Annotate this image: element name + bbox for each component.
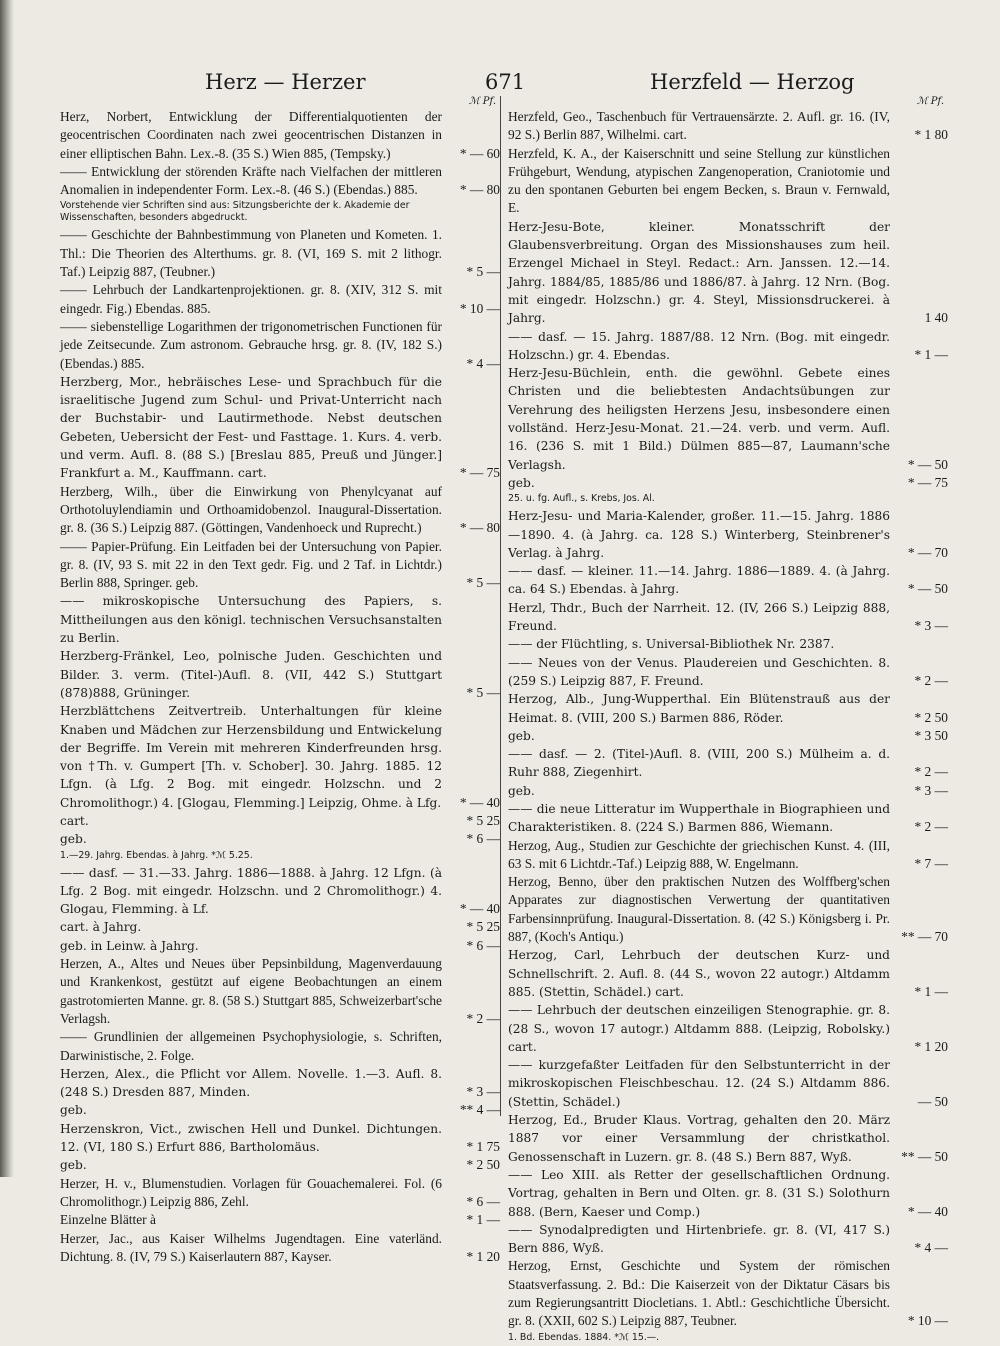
catalog-entry xyxy=(508,800,948,837)
catalog-entry xyxy=(60,592,500,647)
entry-text: —— dasf. — 15. Jahrg. 1887/88. 12 Nrn. (Bog. mit eingedr. Holzschn.) gr. 4. Ebendas. xyxy=(508,329,890,362)
catalog-entry xyxy=(508,1221,948,1258)
entry-text: —— Geschichte der Bahnbestimmung von Planeten und Kometen. 1. Thl.: Die Theorien des Alterthums. gr. 8. (VI, 169 S. mit 2 lithogr. Taf.) Leipzig 887, (Teubner.) xyxy=(60,227,442,280)
entry-text: —— Synodalpredigten und Hirtenbriefe. gr. 8. (VI, 417 S.) Bern 886, Wyß. xyxy=(508,1222,890,1256)
entry-footnote: 1. Bd. Ebendas. 1884. *ℳ 15.—. xyxy=(508,1331,660,1343)
entry-price: * 5 — xyxy=(466,575,500,591)
entry-price: * 1 75 * 2 50 xyxy=(466,1139,500,1173)
catalog-entry xyxy=(60,318,500,373)
catalog-entry xyxy=(508,108,948,145)
catalog-entry xyxy=(508,599,948,636)
catalog-entry xyxy=(508,635,948,653)
entry-price: 1 40 xyxy=(924,310,948,326)
entry-price: * — 50 * — 75 xyxy=(907,456,948,490)
entry-price: * 5 — xyxy=(466,264,500,280)
entry-footnote: 25. u. fg. Aufl., s. Krebs, Jos. Al. xyxy=(508,493,655,505)
entry-price: * 10 — xyxy=(459,300,500,316)
entry-price: * 1 80 xyxy=(914,127,948,143)
entry-text: Herzl, Thdr., Buch der Narrheit. 12. (IV, 266 S.) Leipzig 888, Freund. xyxy=(508,600,890,634)
catalog-entry xyxy=(508,562,948,599)
catalog-entry xyxy=(60,955,500,1028)
entry-price: * 1 20 xyxy=(466,1248,500,1264)
currency-header-right: ℳ Pf. xyxy=(916,96,944,107)
catalog-entry xyxy=(508,690,948,745)
entry-price: * 5 — xyxy=(466,684,500,700)
entry-text: Herzfeld, K. A., der Kaiserschnitt und seine Stellung zur künstlichen Frühgeburt, Wendung, atypischen Zangenoperation, Craniotomie und zu den spontanen Geburten bei engem Becken, s. Braun v. Fernwald, E. xyxy=(508,145,890,216)
header-right-keyword: Herzfeld — Herzog xyxy=(650,70,855,94)
entry-price: * 1 — xyxy=(914,346,948,362)
entry-price: * 7 — xyxy=(914,855,948,871)
entry-price: * 1 20 xyxy=(914,1038,948,1054)
entry-text: Herzog, Aug., Studien zur Geschichte der griechischen Kunst. 4. (III, 63 S. mit 6 Lichtdr.-Taf.) Leipzig 888, W. Engelmann. xyxy=(508,837,890,871)
entry-price: ** — 70 xyxy=(901,929,948,945)
entry-text: —— Lehrbuch der deutschen einzeiligen Stenographie. gr. 8. (28 S., wovon 17 autogr.) Altdamm 888. (Leipzig, Robolsky.) cart. xyxy=(508,1003,890,1054)
catalog-entry xyxy=(60,1230,500,1267)
catalog-entry xyxy=(508,507,948,562)
entry-price: * 1 — xyxy=(914,983,948,999)
catalog-entry xyxy=(60,702,500,848)
entry-price: * 4 — xyxy=(466,355,500,371)
entry-price: * — 40 xyxy=(907,1203,948,1219)
entry-footnote: 1.—29. Jahrg. Ebendas. à Jahrg. *ℳ 5.25. xyxy=(60,849,253,861)
catalog-entry xyxy=(60,373,500,483)
entry-price: * — 80 xyxy=(459,520,500,536)
catalog-entry xyxy=(508,745,948,800)
catalog-entry xyxy=(508,946,948,1001)
entry-text: —— Neues von der Venus. Plaudereien und Geschichten. 8. (259 S.) Leipzig 887, F. Freund. xyxy=(508,655,890,688)
entry-text: —— siebenstellige Logarithmen der trigonometrischen Functionen für jede Zeitsecunde. Zum astronom. Gebrauche hrsg. gr. 8. (IV, 182 S.) (Ebendas.) 885. xyxy=(60,318,442,371)
entry-price: * 2 50 * 3 50 xyxy=(914,709,948,743)
column-divider xyxy=(500,96,501,1116)
catalog-entry xyxy=(508,364,948,492)
entry-text: Herzfeld, Geo., Taschenbuch für Vertrauensärzte. 2. Aufl. gr. 16. (IV, 92 S.) Berlin 887, Wilhelmi. cart. xyxy=(508,109,890,143)
entry-text: Herzog, Alb., Jung-Wupperthal. Ein Blütenstrauß aus der Heimat. 8. (VIII, 200 S.) Barmen 886, Röder. geb. xyxy=(508,692,890,743)
entry-price: * 2 — xyxy=(914,672,948,688)
catalog-entry xyxy=(508,1001,948,1056)
running-header xyxy=(60,70,960,92)
entry-price: ** — 50 xyxy=(901,1148,948,1164)
entry-text: Herzberg, Mor., hebräisches Lese- und Sprachbuch für die israelitische Jugend zum Schul- und Privat-Unterricht nach der Buchstabir- und Lautirmethode. Nebst deutschen Gebeten, Uebersicht der Fest- und Fasttage. 1. Kurs. 4. verb. und verm. Aufl. 8. (88 S.) [Breslau 885, Preuß und Jünger.] Frankfurt a. M., Kauffmann. cart. xyxy=(60,374,442,481)
catalog-entry xyxy=(60,281,500,318)
catalog-entry xyxy=(60,226,500,281)
currency-header-left: ℳ Pf. xyxy=(468,96,496,107)
entry-text: Herz-Jesu-Bote, kleiner. Monatsschrift der Glaubensverbreitung. Organ des Missionshauses zum heil. Erzengel Michael in Steyl. Redact.: Arn. Janssen. 12.—14. Jahrg. 1884/85, 1885/86 und 1886/87. à Jahrg. 12 Nrn. (Bog. mit eingedr. Holzschn.) gr. 4. Steyl, Missionsdruckerei. à Jahrg. xyxy=(508,219,890,326)
entry-text: Herzberg-Fränkel, Leo, polnische Juden. Geschichten und Bilder. 3. verm. (Titel-)Aufl. 8. (VII, 442 S.) Stuttgart (878)888, Grüninger. xyxy=(60,649,442,700)
catalog-entry xyxy=(60,108,500,163)
page-number: 671 xyxy=(485,70,526,94)
left-column xyxy=(60,96,500,1266)
entry-text: Herzenskron, Vict., zwischen Hell und Dunkel. Dichtungen. 12. (VI, 180 S.) Erfurt 886, Bartholomäus. geb. xyxy=(60,1121,442,1173)
entry-text: —— Grundlinien der allgemeinen Psychophysiologie, s. Schriften, Darwinistische, 2. Folge. xyxy=(60,1029,442,1063)
entry-text: —— Leo XIII. als Retter der gesellschaftlichen Ordnung. Vortrag, gehalten in Bern und Olten. gr. 8. (31 S.) Solothurn 888. (Bern, Kaeser und Comp.) xyxy=(508,1167,890,1219)
entry-text: —— dasf. — 2. (Titel-)Aufl. 8. (VIII, 200 S.) Mülheim a. d. Ruhr 888, Ziegenhirt. geb. xyxy=(508,747,890,798)
entry-text: Herzog, Ernst, Geschichte und System der römischen Staatsverfassung. 2. Bd.: Die Kaiserzeit von der Diktatur Cäsars bis zum Regierungsantritt Diocletians. 1. Abtl.: Geschichtliche Übersicht. gr. 8. (XXII, 602 S.) Leipzig 887, Teubner. xyxy=(508,1258,890,1329)
entry-price: * 3 — xyxy=(914,618,948,634)
entry-text: —— Entwicklung der störenden Kräfte nach Vielfachen der mittleren Anomalien in independenter Form. Lex.-8. (46 S.) (Ebendas.) 885. xyxy=(60,163,442,198)
entry-text: —— dasf. — kleiner. 11.—14. Jahrg. 1886—1889. 4. (à Jahrg. ca. 64 S.) Ebendas. à Jahrg. xyxy=(508,564,890,597)
entry-text: —— mikroskopische Untersuchung des Papiers, s. Mittheilungen aus den königl. technischen Versuchsanstalten zu Berlin. xyxy=(60,594,442,646)
entry-text: Herzen, Alex., die Pflicht vor Allem. Novelle. 1.—3. Aufl. 8. (248 S.) Dresden 887, Minden. geb. xyxy=(60,1066,442,1118)
entry-price: * 10 — xyxy=(907,1313,948,1329)
right-column xyxy=(508,96,948,1346)
catalog-entry xyxy=(60,483,500,538)
catalog-entry xyxy=(60,1120,500,1175)
catalog-entry xyxy=(508,1111,948,1166)
entry-text: Herzer, Jac., aus Kaiser Wilhelms Jugendtagen. Eine vaterländ. Dichtung. 8. (IV, 79 S.) Kaiserlautern 887, Kayser. xyxy=(60,1230,442,1264)
entry-text: Herzog, Benno, über den praktischen Nutzen des Wolffberg'schen Apparates zur diagnostischen Verwertung der quantitativen Farbensinnprüfung. Inaugural-Dissertation. 8. (42 S.) Königsberg i. Pr. 887, (Koch's Antiqu.) xyxy=(508,874,890,945)
entry-text: Herzblättchens Zeitvertreib. Unterhaltungen für kleine Knaben und Mädchen zur Herzensbildung und Entwickelung der Begriffe. Im Verein mit mehreren Kinderfreunden hrsg. von †Th. v. Gumpert [Th. v. Schober]. 30. Jahrg. 1885. 12 Lfgn. (à Lfg. 2 Bog. mit eingedr. Holzschn. und 2 Chromolithogr.) 4. [Glogau, Flemming.] Leipzig, Ohme. à Lfg. cart. geb. xyxy=(60,704,442,847)
catalog-entry xyxy=(508,218,948,328)
entry-text: —— der Flüchtling, s. Universal-Bibliothek Nr. 2387. xyxy=(508,637,835,652)
entry-text: Herzog, Carl, Lehrbuch der deutschen Kurz- und Schnellschrift. 2. Aufl. 8. (44 S., wovon 22 autogr.) Altdamm 885. (Stettin, Schädel.) cart. xyxy=(508,948,890,999)
catalog-entry xyxy=(508,1257,948,1330)
entry-text: Herzer, H. v., Blumenstudien. Vorlagen für Gouachemalerei. Fol. (6 Chromolithogr.) Leipzig 886, Zehl. Einzelne Blätter à xyxy=(60,1175,442,1228)
entry-price: * 2 — xyxy=(466,1010,500,1026)
entry-price: * — 40 * 5 25 * 6 — xyxy=(459,901,500,953)
entry-text: —— Lehrbuch der Landkartenprojektionen. gr. 8. (XIV, 312 S. mit eingedr. Fig.) Ebendas. 885. xyxy=(60,282,442,316)
catalog-entry xyxy=(508,145,948,218)
entry-price: * 6 — * 1 — xyxy=(466,1193,500,1228)
entry-price: * 2 — xyxy=(914,819,948,835)
entry-price: * — 70 xyxy=(907,544,948,560)
entry-text: Herzberg, Wilh., über die Einwirkung von Phenylcyanat auf Orthotoluylendiamin und Orthoamidobenzol. Inaugural-Dissertation. gr. 8. (36 S.) Leipzig 887. (Göttingen, Vandenhoeck und Ruprecht.) xyxy=(60,483,442,536)
catalog-entry xyxy=(60,163,500,200)
entry-text: Herz-Jesu-Büchlein, enth. die gewöhnl. Gebete eines Christen und die beliebtesten Andachtsübungen zur Verehrung des heiligsten Herzens Jesu, insbesondere einen vollständ. Herz-Jesu-Monat. 21.—24. verb. und verm. Aufl. 16. (236 S. mit 1 Bild.) Dülmen 885—87, Laumann'sche Verlagsh. geb. xyxy=(508,366,890,490)
entry-price: * — 50 xyxy=(907,581,948,597)
catalog-entry xyxy=(60,1065,500,1120)
catalog-entry xyxy=(508,328,948,365)
entry-footnote: Vorstehende vier Schriften sind aus: Sitzungsberichte der k. Akademie der Wissenschaften, besonders abgedruckt. xyxy=(60,200,410,224)
entry-text: —— die neue Litteratur im Wupperthale in Biographieen und Charakteristiken. 8. (224 S.) Barmen 886, Wiemann. xyxy=(508,801,890,835)
catalog-entry xyxy=(60,538,500,593)
entry-price: * — 40 * 5 25 * 6 — xyxy=(459,794,500,847)
catalog-entry xyxy=(60,864,500,955)
entry-text: —— Papier-Prüfung. Ein Leitfaden bei der Untersuchung von Papier. gr. 8. (IV, 93 S. mit 22 in den Text gedr. Fig. und 2 Taf. in Lichtdr.) Berlin 888, Springer. geb. xyxy=(60,538,442,591)
catalog-entry xyxy=(508,873,948,946)
catalog-entry xyxy=(508,1056,948,1111)
entry-text: Herz, Norbert, Entwicklung der Differentialquotienten der geocentrischen Coordinaten nach zwei geocentrischen Distanzen in einer elliptischen Bahn. Lex.-8. (35 S.) Wien 885, (Tempsky.) xyxy=(60,109,442,161)
catalog-entry xyxy=(60,1175,500,1230)
entry-price: * — 75 xyxy=(459,465,500,481)
entry-text: —— dasf. — 31.—33. Jahrg. 1886—1888. à Jahrg. 12 Lfgn. (à Lfg. 2 Bog. mit eingedr. Holzschn. und 2 Chromolithogr.) 4. Glogau, Flemming. à Lf. cart. à Jahrg. geb. in Leinw. à Jahrg. xyxy=(60,865,442,953)
catalog-entry xyxy=(60,647,500,702)
catalog-entry xyxy=(508,837,948,874)
entry-price: * — 60 xyxy=(459,145,500,161)
entry-price: * 2 — * 3 — xyxy=(914,764,948,798)
entry-text: Herzog, Ed., Bruder Klaus. Vortrag, gehalten den 20. März 1887 vor einer Versammlung der christkathol. Genossenschaft in Luzern. gr. 8. (48 S.) Bern 887, Wyß. xyxy=(508,1113,890,1164)
entry-text: —— kurzgefaßter Leitfaden für den Selbstunterricht in der mikroskopischen Fleischbeschau. 12. (24 S.) Altdamm 886. (Stettin, Schädel.) xyxy=(508,1058,890,1109)
catalog-entry xyxy=(508,1166,948,1221)
header-left-keyword: Herz — Herzer xyxy=(205,70,366,94)
catalog-entry xyxy=(508,654,948,691)
entry-text: Herzen, A., Altes und Neues über Pepsinbildung, Magenverdauung und Krankenkost, gestützt auf eigene Beobachtungen an einem gastrotomierten Manne. gr. 8. (58 S.) Stuttgart 885, Schweizerbart'sche Verlagsh. xyxy=(60,956,442,1026)
entry-price: * 3 — ** 4 — xyxy=(459,1084,500,1118)
entry-price: * — 80 xyxy=(459,182,500,198)
entry-price: — 50 xyxy=(917,1093,948,1109)
entry-text: Herz-Jesu- und Maria-Kalender, großer. 11.—15. Jahrg. 1886—1890. 4. (à Jahrg. ca. 128 S.) Winterberg, Steinbrener's Verlag. à Jahrg. xyxy=(508,509,890,560)
entry-price: * 4 — xyxy=(914,1240,948,1256)
catalog-entry xyxy=(60,1028,500,1065)
